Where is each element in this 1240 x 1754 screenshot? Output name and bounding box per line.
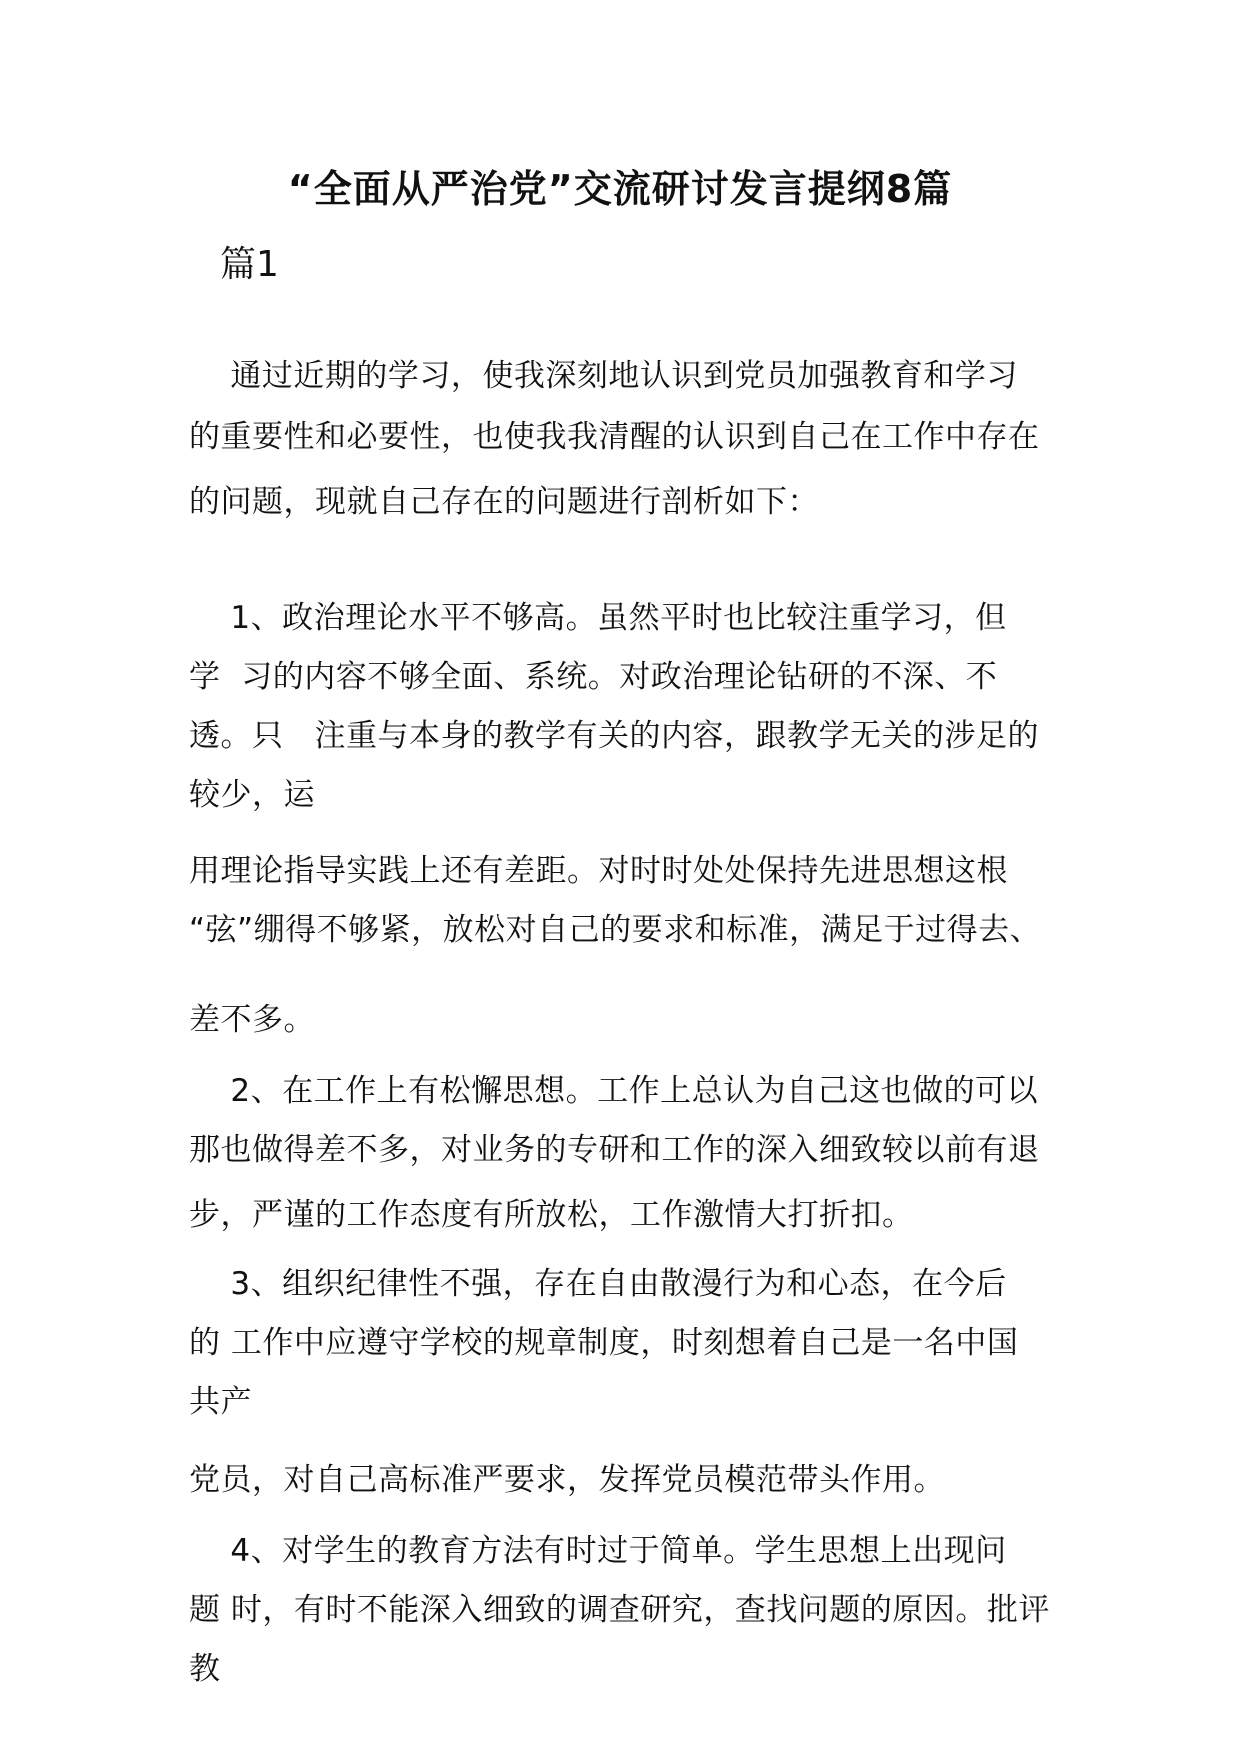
- paragraph-line: 学 习的内容不够全面、系统。对政治理论钻研的不深、不: [189, 659, 998, 695]
- paragraph-line: 2、在工作上有松懈思想。工作上总认为自己这也做的可以: [189, 1073, 1039, 1109]
- paragraph-line: 那也做得差不多，对业务的专研和工作的深入细致较以前有退: [189, 1132, 1040, 1168]
- paragraph-line: 通过近期的学习，使我深刻地认识到党员加强教育和学习: [189, 358, 1018, 394]
- paragraph-line: 1、政治理论水平不够高。虽然平时也比较注重学习，但: [189, 600, 1007, 636]
- paragraph-line: 教: [189, 1651, 221, 1687]
- paragraph-line: 透。只 注重与本身的教学有关的内容，跟教学无关的涉足的: [189, 718, 1040, 754]
- paragraph-line: 3、组织纪律性不强，存在自由散漫行为和心态，在今后: [189, 1266, 1007, 1302]
- paragraph-line: 题 时，有时不能深入细致的调查研究，查找问题的原因。批评: [189, 1592, 1050, 1628]
- paragraph-line: 党员，对自己高标准严要求，发挥党员模范带头作用。: [189, 1462, 945, 1498]
- paragraph-line: 共产: [189, 1384, 252, 1420]
- paragraph-line: 较少，运: [189, 777, 315, 813]
- document-title: “全面从严治党”交流研讨发言提纲8篇: [287, 167, 953, 211]
- paragraph-line: 差不多。: [189, 1002, 315, 1038]
- paragraph-line: 步，严谨的工作态度有所放松，工作激情大打折扣。: [189, 1197, 914, 1233]
- paragraph-line: 的重要性和必要性，也使我我清醒的认识到自己在工作中存在: [189, 419, 1040, 455]
- paragraph-line: 的问题，现就自己存在的问题进行剖析如下：: [189, 484, 819, 520]
- paragraph-line: 4、对学生的教育方法有时过于简单。学生思想上出现问: [189, 1533, 1007, 1569]
- paragraph-line: 用理论指导实践上还有差距。对时时处处保持先进思想这根: [189, 853, 1008, 889]
- paragraph-line: 的 工作中应遵守学校的规章制度，时刻想着自己是一名中国: [189, 1325, 1019, 1361]
- paragraph-line: “弦”绷得不够紧，放松对自己的要求和标准，满足于过得去、: [189, 912, 1042, 948]
- section-heading: 篇1: [220, 244, 279, 285]
